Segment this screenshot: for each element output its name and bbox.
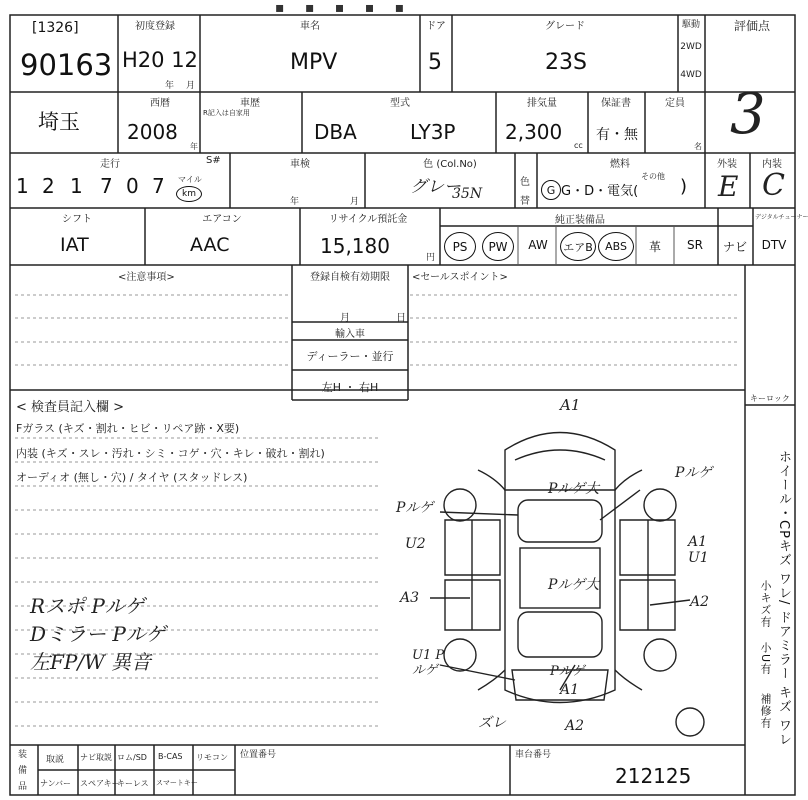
cc-unit: cc: [574, 141, 583, 150]
fuel-other: その他: [641, 172, 665, 181]
recycle-label: リサイクル預託金: [328, 214, 408, 225]
equip-leather: 革: [648, 240, 661, 254]
equip-sunroof: SR: [687, 238, 703, 252]
warranty-value: 有・無: [596, 127, 638, 143]
import-value: ディーラー・並行: [306, 350, 394, 363]
fuel-label: 燃料: [610, 159, 630, 170]
side-text-repair: 補修有: [759, 693, 772, 729]
inspector-line2: 内装 (キズ・スレ・汚れ・シミ・コゲ・穴・キレ・破れ・割れ): [16, 447, 325, 460]
bottom-manual: 取説: [46, 755, 65, 765]
fuel-gasoline-circle: G: [541, 180, 561, 200]
type-prefix: DBA: [314, 120, 357, 144]
bottom-smart-key: スマートキー: [156, 779, 198, 787]
note-zure: ズレ: [478, 715, 506, 731]
note-u1-left: U1 Pルゲ: [412, 648, 445, 678]
reg-valid-month: 月: [340, 313, 350, 324]
note-u2: U2: [405, 536, 426, 552]
reg-value: H20 12: [122, 48, 198, 72]
model-value: MPV: [290, 50, 338, 75]
color-code: 35N: [452, 186, 483, 202]
sales-label: <セールスポイント>: [412, 272, 508, 283]
color-change-top: 色: [520, 177, 530, 188]
bottom-position-label: 位置番号: [240, 750, 277, 760]
interior-label: 内装: [762, 159, 782, 170]
equip-dtv: DTV: [761, 238, 787, 252]
note-a1-rear: A1: [560, 682, 580, 698]
note-roof: Pルゲ大: [548, 577, 600, 593]
score-value: 3: [730, 82, 766, 147]
mileage-mile: マイル: [178, 175, 202, 184]
note-fl-wheel: Pルゲ: [396, 500, 434, 516]
exterior-value: E: [718, 170, 739, 203]
inspection-month: 月: [350, 197, 360, 207]
inspector-line3: オーディオ (無し・穴) / タイヤ (スタッドレス): [16, 471, 248, 484]
drive-2wd: 2WD: [680, 42, 702, 52]
note-trunk: Pルゲ: [550, 664, 585, 679]
cc-label: 排気量: [527, 98, 557, 109]
equip-pw: PW: [482, 232, 514, 261]
bottom-remote: リモコン: [196, 753, 228, 762]
ac-value: AAC: [190, 234, 230, 256]
equip-label: 純正装備品: [555, 215, 605, 226]
recycle-unit: 円: [426, 253, 436, 263]
capacity-unit: 名: [694, 142, 702, 151]
note-a2-right: A2: [690, 594, 710, 610]
drive-4wd: 4WD: [680, 70, 702, 80]
fuel-close: ): [680, 176, 688, 197]
bottom-number: ナンバー: [40, 779, 72, 788]
side-text-mirror: / ドアミラー キズ ワレ: [776, 600, 791, 747]
mileage-digit-6: 7: [152, 174, 165, 198]
equip-aw: AW: [528, 238, 548, 252]
cc-value: 2,300: [505, 120, 563, 144]
mileage-digit-3: 1: [70, 174, 83, 198]
region: 埼玉: [38, 110, 80, 134]
digital-label: デジタルチューナー: [755, 214, 808, 221]
type-value: LY3P: [410, 120, 456, 144]
note-hood: Pルゲ大: [548, 481, 600, 497]
bottom-col0-top: 装: [18, 750, 28, 760]
inspection-label: 車検: [290, 159, 310, 170]
note-fr-fender: Pルゲ: [675, 465, 713, 481]
equip-airbag: エアB: [560, 232, 596, 261]
bottom-col0-mid: 備: [18, 766, 28, 776]
note-a1-top: A1: [560, 396, 581, 414]
history-label: 車歴: [240, 98, 260, 109]
side-text-small-scratch: 小キズ有: [759, 580, 772, 628]
mileage-digit-4: 7: [100, 174, 113, 198]
lot-number: 90163: [20, 48, 113, 82]
note-a2-rear: A2: [565, 718, 585, 734]
lot-code: [1326]: [32, 20, 79, 36]
score-label: 評価点: [733, 19, 771, 33]
mileage-digit-2: 2: [42, 174, 55, 198]
mileage-label: 走行: [100, 159, 120, 170]
color-value: グレー: [410, 177, 461, 197]
reg-month: 月: [186, 81, 196, 91]
model-label: 車名: [300, 21, 320, 32]
sheet-title-partial: ▪ ▪ ▪ ▪ ▪: [275, 0, 413, 16]
color-label: 色 (Col.No): [423, 159, 477, 170]
year-value: 2008: [127, 120, 178, 144]
equip-abs: ABS: [598, 232, 634, 261]
grade-value: 23S: [545, 50, 587, 75]
shift-label: シフト: [62, 214, 92, 225]
capacity-label: 定員: [665, 98, 685, 109]
drive-label: 駆動: [681, 20, 701, 30]
shift-value: IAT: [60, 234, 89, 256]
mileage-digit-5: 0: [126, 174, 139, 198]
note-a1u1-right: A1 U1: [688, 534, 709, 566]
interior-value: C: [762, 168, 785, 203]
warranty-label: 保証書: [601, 98, 631, 109]
bottom-bcas: B-CAS: [158, 752, 183, 761]
inspector-line1: Fガラス (キズ・割れ・ヒビ・リペア跡・X要): [16, 422, 240, 435]
type-label: 型式: [390, 98, 410, 109]
side-text-wheel: ホイール・CPキズ ワレ: [776, 450, 791, 601]
bottom-chassis-value: 212125: [615, 764, 692, 788]
door-label: ドア: [426, 21, 446, 32]
year-unit: 年: [190, 142, 198, 151]
bottom-keyless: キーレス: [117, 779, 149, 788]
note-a3: A3: [400, 590, 420, 606]
reg-label: 初度登録: [135, 21, 175, 32]
exterior-label: 外装: [717, 159, 737, 170]
import-label: 輸入車: [335, 329, 365, 340]
color-change-bottom: 替: [520, 196, 530, 207]
bottom-navi-manual: ナビ取説: [80, 753, 112, 762]
equip-navi: ナビ: [722, 240, 747, 254]
door-value: 5: [428, 50, 442, 75]
grade-label: グレード: [545, 21, 585, 32]
inspector-title: < 検査員記入欄 >: [16, 400, 125, 415]
fuel-value: G・D・電気(: [561, 184, 639, 199]
keybox-label: キーロック: [750, 394, 790, 403]
mileage-digit-1: 1: [16, 174, 29, 198]
bottom-rom-sd: ロム/SD: [117, 753, 147, 762]
recycle-value: 15,180: [320, 234, 390, 258]
bottom-spare-key: スペアキー: [80, 779, 120, 788]
bottom-col0-bot: 品: [18, 782, 28, 792]
side-text-small-u: 小U有: [759, 642, 772, 676]
history-note: R記入は自家用: [203, 109, 250, 117]
bottom-chassis-label: 車台番号: [515, 750, 552, 760]
inspector-hand2: Dミラー Pルゲ: [30, 622, 166, 646]
mileage-km: km: [176, 186, 202, 202]
inspection-year: 年: [290, 197, 300, 207]
reg-year: 年: [165, 81, 175, 91]
reg-valid-label: 登録自検有効期限: [310, 272, 390, 283]
reg-valid-day: 日: [396, 313, 406, 324]
year-label: 西暦: [150, 98, 170, 109]
caution-label: <注意事項>: [118, 272, 175, 283]
equip-ps: PS: [444, 232, 476, 261]
sharp-label: S#: [206, 155, 221, 166]
handle-value: 左H ・ 右H: [321, 381, 379, 394]
inspector-hand1: Rスポ Pルゲ: [30, 594, 145, 618]
inspector-hand3: 左FP/W 異音: [30, 650, 151, 674]
ac-label: エアコン: [202, 214, 242, 225]
